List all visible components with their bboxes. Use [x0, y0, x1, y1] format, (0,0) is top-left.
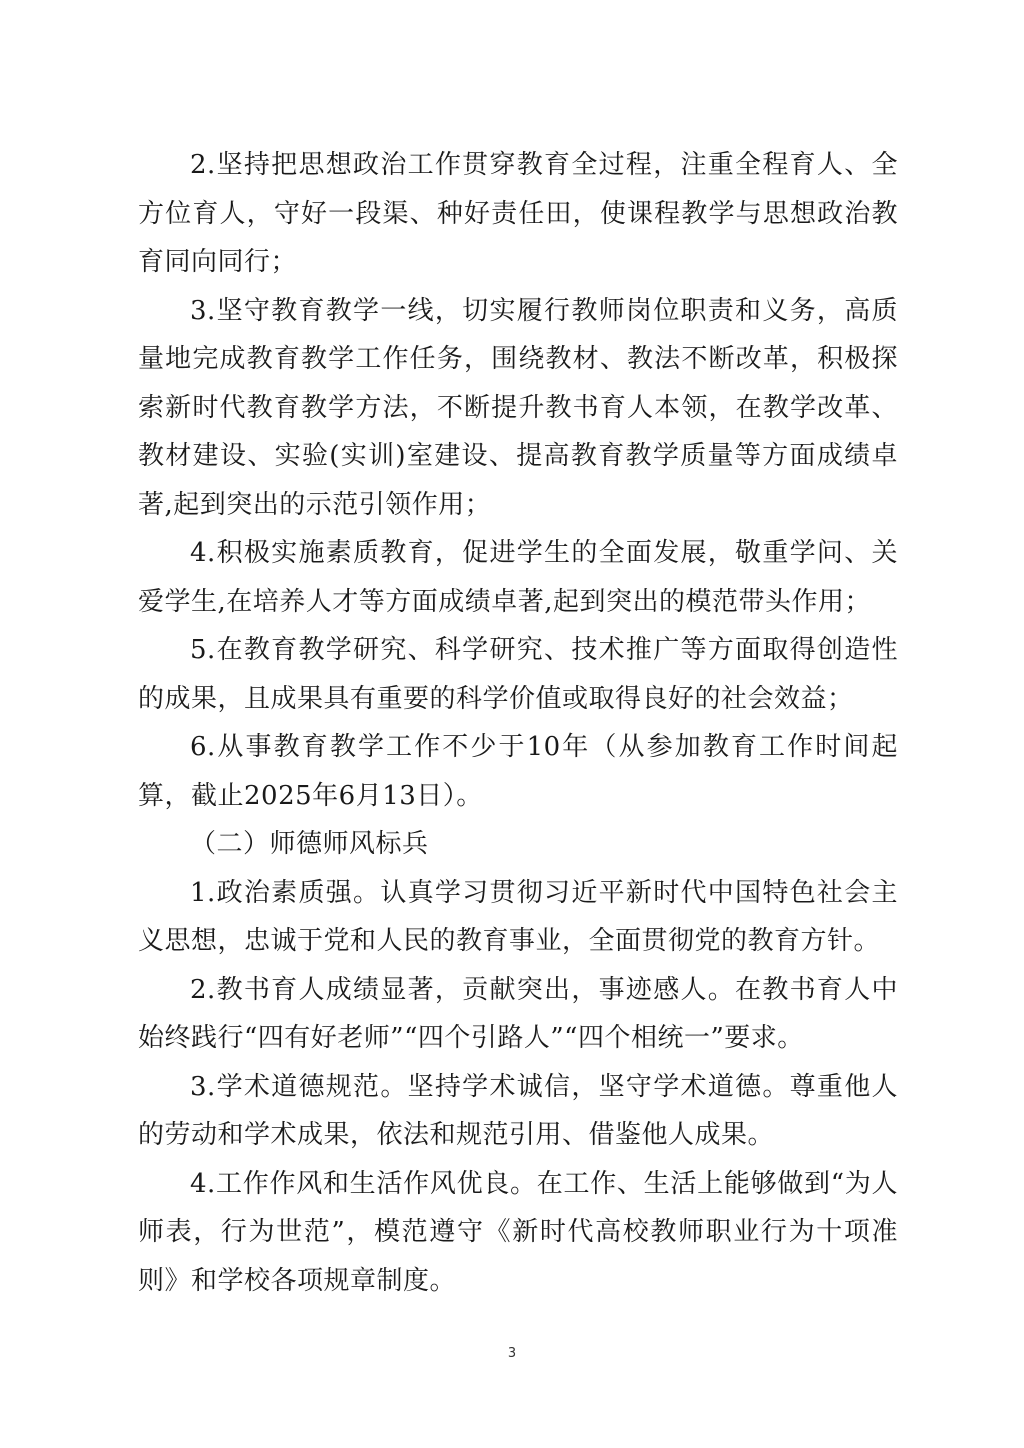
section-heading: （二）师德师风标兵	[190, 829, 429, 859]
paragraph-item-5: 5.在教育教学研究、科学研究、技术推广等方面取得创造性的成果，且成果具有重要的科学价值或取得良好的社会效益；	[138, 635, 898, 714]
paragraph-ethics-3: 3.学术道德规范。坚持学术诚信，坚守学术道德。尊重他人的劳动和学术成果，依法和规范引用、借鉴他人成果。	[138, 1071, 898, 1150]
paragraph-ethics-2: 2.教书育人成绩显著，贡献突出，事迹感人。在教书育人中始终践行“四有好老师”“四个引路人”“四个相统一”要求。	[138, 974, 898, 1053]
paragraph-item-4: 4.积极实施素质教育，促进学生的全面发展，敬重学问、关爱学生,在培养人才等方面成绩卓著,起到突出的模范带头作用；	[138, 538, 898, 617]
paragraph-item-3: 3.坚守教育教学一线，切实履行教师岗位职责和义务，高质量地完成教育教学工作任务，围绕教材、教法不断改革，积极探索新时代教育教学方法，不断提升教书育人本领，在教学改革、教材建设、实验(实训)室建设、提高教育教学质量等方面成绩卓著,起到突出的示范引领作用；	[138, 295, 898, 520]
paragraph-item-2: 2.坚持把思想政治工作贯穿教育全过程，注重全程育人、全方位育人，守好一段渠、种好责任田，使课程教学与思想政治教育同向同行；	[138, 150, 898, 277]
paragraph-item-6: 6.从事教育教学工作不少于10年（从参加教育工作时间起算，截止2025年6月13日）。	[138, 732, 898, 811]
document-body	[138, 141, 898, 1305]
paragraph-ethics-4: 4.工作作风和生活作风优良。在工作、生活上能够做到“为人师表，行为世范”，模范遵守《新时代高校教师职业行为十项准则》和学校各项规章制度。	[138, 1168, 898, 1296]
paragraph-ethics-1: 1.政治素质强。认真学习贯彻习近平新时代中国特色社会主义思想，忠诚于党和人民的教育事业，全面贯彻党的教育方针。	[138, 877, 898, 956]
page-number: 3	[507, 1346, 517, 1361]
